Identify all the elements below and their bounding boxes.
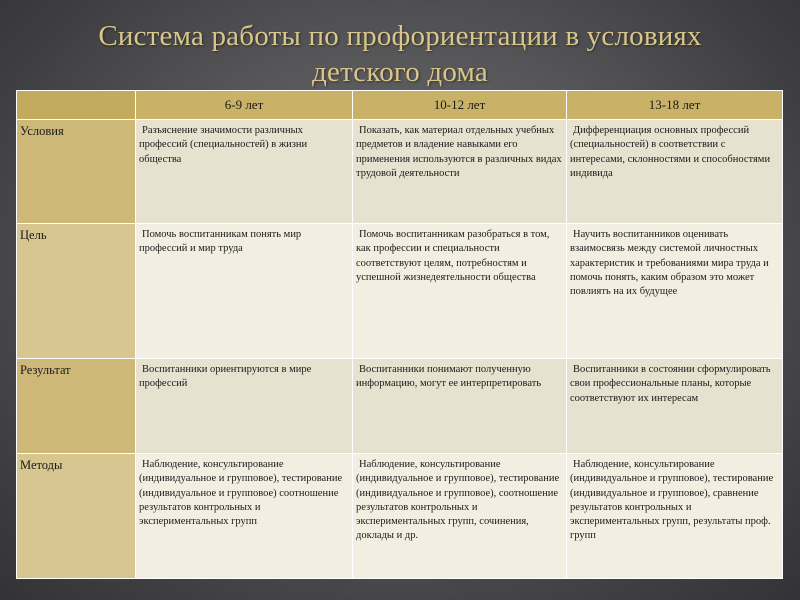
table-cell: Разъяснение значимости различных профессий (специальностей) в жизни общества — [136, 120, 353, 224]
table-row — [17, 224, 783, 359]
table-cell: Помочь воспитанникам понять мир профессий и мир труда — [136, 224, 353, 359]
table-cell: Помочь воспитанникам разобраться в том, как профессии и специальности соответствуют целям, потребностям и успешной жизнедеятельности общества — [353, 224, 567, 359]
slide-title — [0, 18, 800, 90]
table-cell: Показать, как материал отдельных учебных предметов и владение навыками его применения используются в различных видах трудовой деятельности — [353, 120, 567, 224]
row-label-methods: Методы — [17, 454, 136, 579]
table-cell: Воспитанники понимают полученную информацию, могут ее интерпретировать — [353, 359, 567, 454]
table-cell: Воспитанники в состоянии сформулировать свои профессиональные планы, которые соответствуют их интересам — [567, 359, 783, 454]
row-label-result: Результат — [17, 359, 136, 454]
table-cell: Дифференциация основных профессий (специальностей) в соответствии с интересами, склонностями и способностями индивида — [567, 120, 783, 224]
table-cell: Воспитанники ориентируются в мире профессий — [136, 359, 353, 454]
table-cell: Научить воспитанников оценивать взаимосвязь между системой личностных характеристик и требованиями мира труда и помочь понять, каким образом это может повлиять на их будущее — [567, 224, 783, 359]
table-cell: Наблюдение, консультирование (индивидуальное и групповое), тестирование (индивидуальное и групповое), соотношение результатов контрольных и экспериментальных групп, сочинения, доклады и др. — [353, 454, 567, 579]
column-header-10-12: 10-12 лет — [353, 91, 567, 120]
slide-title-line-1: Система работы по профориентации в условиях — [98, 20, 702, 52]
table-cell: Наблюдение, консультирование (индивидуальное и групповое), тестирование (индивидуальное и групповое), сравнение результатов контрольных и экспериментальных групп, результаты проф. групп — [567, 454, 783, 579]
table-row — [17, 120, 783, 224]
table-cell: Наблюдение, консультирование (индивидуальное и групповое), тестирование (индивидуальное и групповое) соотношение результатов контрольных и экспериментальных групп — [136, 454, 353, 579]
column-header-6-9: 6-9 лет — [136, 91, 353, 120]
column-header-13-18: 13-18 лет — [567, 91, 783, 120]
career-guidance-table — [16, 90, 783, 579]
table-row — [17, 359, 783, 454]
table-row — [17, 454, 783, 579]
slide-title-line-2: детского дома — [312, 56, 488, 88]
table-header-row — [17, 91, 783, 120]
row-label-conditions: Условия — [17, 120, 136, 224]
row-label-goal: Цель — [17, 224, 136, 359]
table-header-corner — [17, 91, 136, 120]
